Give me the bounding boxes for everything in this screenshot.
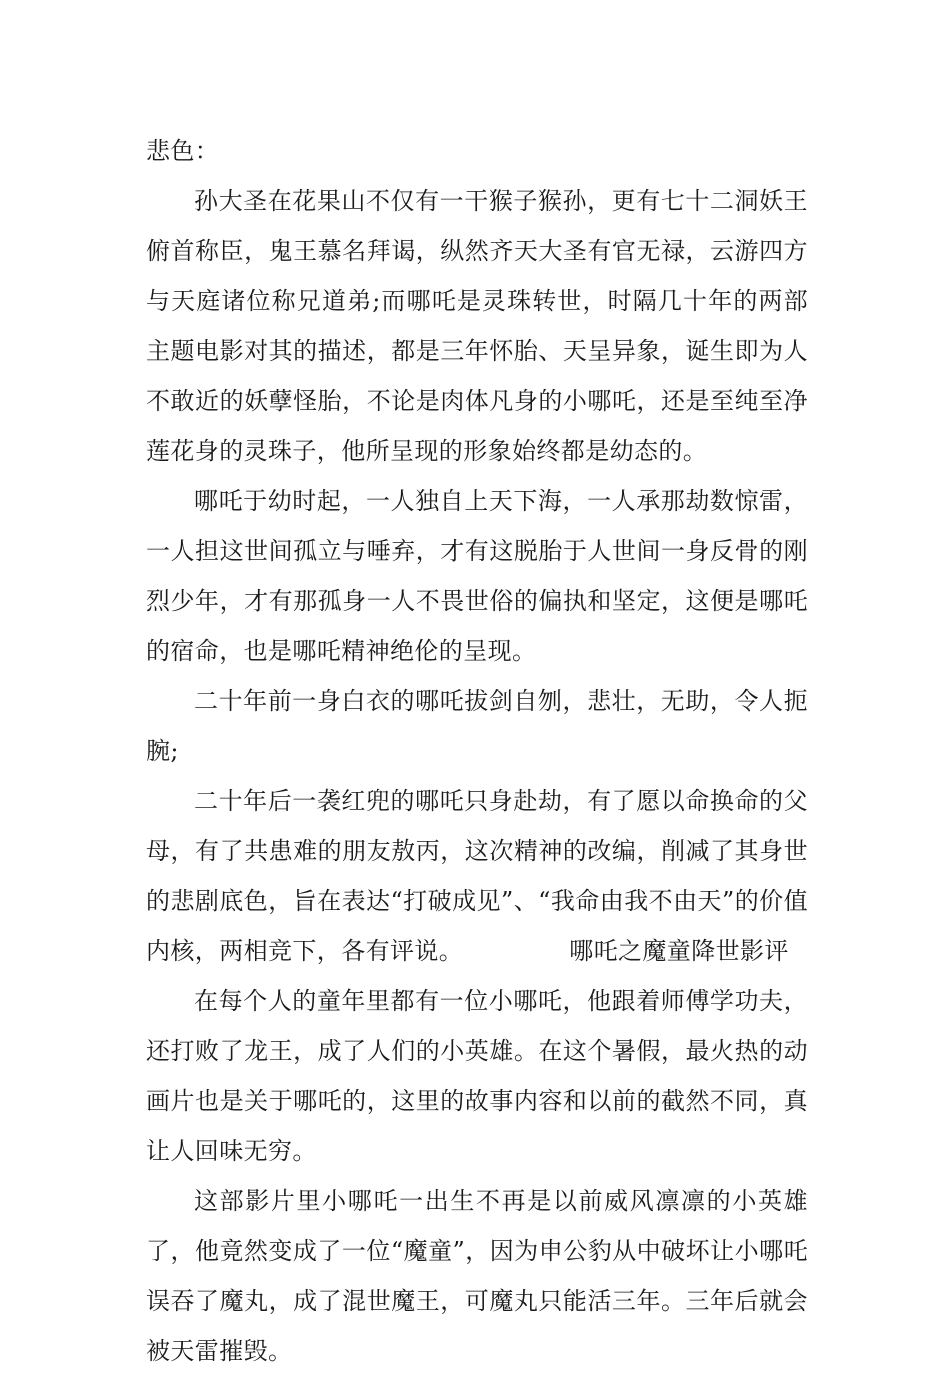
paragraph: 这部影片里小哪吒一出生不再是以前威风凛凛的小英雄了，他竟然变成了一位“魔童”，因为申公豹从中破坏让小哪吒误吞了魔丸，成了混世魔王，可魔丸只能活三年。三年后就会被天雷摧毁。: [146, 1187, 808, 1365]
inline-title: 哪吒之魔童降世影评: [569, 937, 789, 965]
paragraph: 在每个人的童年里都有一位小哪吒，他跟着师傅学功夫，还打败了龙王，成了人们的小英雄。在这个暑假，最火热的动画片也是关于哪吒的，这里的故事内容和以前的截然不同，真让人回味无穷。: [146, 987, 808, 1165]
paragraph-text: 二十年后一袭红兜的哪吒只身赴劫，有了愿以命换命的父母，有了共患难的朋友敖丙，这次精神的改编，削减了其身世的悲剧底色，旨在表达“打破成见”、“我命由我不由天”的价值内核，两相竞下，各有评说。: [146, 787, 808, 965]
document-body: [146, 126, 808, 1376]
paragraph-with-inline-title: [146, 776, 808, 976]
paragraph: 悲色：: [146, 137, 220, 165]
paragraph: 孙大圣在花果山不仅有一干猴子猴孙，更有七十二洞妖王俯首称臣，鬼王慕名拜谒，纵然齐天大圣有官无禄，云游四方与天庭诸位称兄道弟;而哪吒是灵珠转世，时隔几十年的两部主题电影对其的描述，都是三年怀胎、天呈异象，诞生即为人不敢近的妖孽怪胎，不论是肉体凡身的小哪吒，还是至纯至净莲花身的灵珠子，他所呈现的形象始终都是幼态的。: [146, 187, 808, 465]
paragraph: 二十年前一身白衣的哪吒拔剑自刎，悲壮，无助，令人扼腕;: [146, 687, 808, 765]
paragraph: 哪吒于幼时起，一人独自上天下海，一人承那劫数惊雷，一人担这世间孤立与唾弃，才有这脱胎于人世间一身反骨的刚烈少年，才有那孤身一人不畏世俗的偏执和坚定，这便是哪吒的宿命，也是哪吒精神绝伦的呈现。: [146, 487, 808, 665]
